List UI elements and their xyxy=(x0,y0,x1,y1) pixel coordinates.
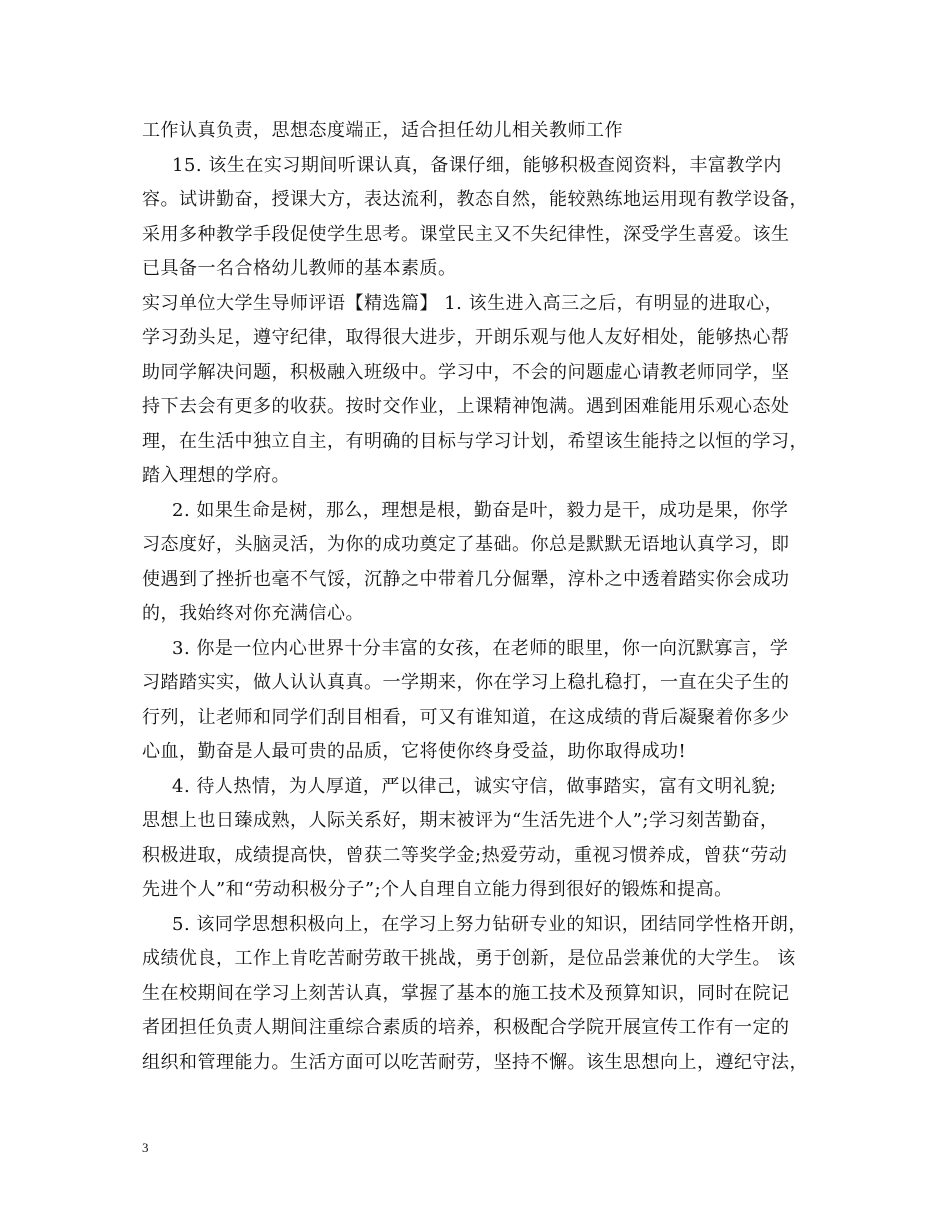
text-line: 成绩优良，工作上肯吃苦耐劳敢干挑战，勇于创新，是位品尝兼优的大学生。 该 xyxy=(142,948,796,969)
text-line: 行列，让老师和同学们刮目相看，可又有谁知道，在这成绩的背后凝聚着你多少 xyxy=(142,706,790,728)
text-line: 的，我始终对你充满信心。 xyxy=(142,603,364,624)
paragraph-start-15: 15. 该生在实习期间听课认真，备课仔细，能够积极查阅资料，丰富教学内 xyxy=(172,154,782,176)
text-line: 踏入理想的学府。 xyxy=(142,465,290,486)
text-line: 生在校期间在学习上刻苦认真，掌握了基本的施工技术及预算知识，同时在院记 xyxy=(142,982,790,1004)
text-line: 者团担任负责人期间注重综合素质的培养，积极配合学院开展宣传工作有一定的 xyxy=(142,1017,790,1038)
text-line: 采用多种教学手段促使学生思考。课堂民主又不失纪律性，深受学生喜爱。该生 xyxy=(142,223,790,245)
text-line: 心血，勤奋是人最可贵的品质，它将使你终身受益，助你取得成功! xyxy=(142,741,687,762)
text-line: 积极进取，成绩提高快，曾获二等奖学金;热爱劳动，重视习惯养成，曾获“劳动 xyxy=(142,844,788,866)
text-line: 组织和管理能力。生活方面可以吃苦耐劳，坚持不懈。该生思想向上，遵纪守法， xyxy=(142,1051,808,1073)
text-line: 思想上也日臻成熟，人际关系好，期末被评为“生活先进个人”;学习刻苦勤奋， xyxy=(142,810,779,831)
paragraph-start-3: 3. 你是一位内心世界十分丰富的女孩，在老师的眼里，你一向沉默寡言，学 xyxy=(172,637,789,659)
text-line: 持下去会有更多的收获。按时交作业，上课精神饱满。遇到困难能用乐观心态处 xyxy=(142,396,790,417)
section-heading-line: 实习单位大学生导师评语【精选篇】 1. 该生进入高三之后，有明显的进取心， xyxy=(142,292,784,314)
text-line: 习态度好，头脑灵活，为你的成功奠定了基础。你总是默默无语地认真学习，即 xyxy=(142,534,790,555)
paragraph-start-2: 2. 如果生命是树，那么，理想是根，勤奋是叶，毅力是干，成功是果，你学 xyxy=(172,499,789,521)
text-line: 使遇到了挫折也毫不气馁，沉静之中带着几分倔犟，淳朴之中透着踏实你会成功 xyxy=(142,568,790,590)
text-line: 习踏踏实实，做人认认真真。一学期来，你在学习上稳扎稳打，一直在尖子生的 xyxy=(142,672,790,693)
text-line: 理，在生活中独立自主，有明确的目标与学习计划，希望该生能持之以恒的学习， xyxy=(142,430,808,452)
text-line: 先进个人”和“劳动积极分子”;个人自理自立能力得到很好的锻炼和提高。 xyxy=(142,879,733,900)
page-number: 3 xyxy=(142,1140,149,1155)
text-line: 工作认真负责，思想态度端正，适合担任幼儿相关教师工作 xyxy=(142,120,623,141)
document-body xyxy=(142,114,827,1080)
text-line: 已具备一名合格幼儿教师的基本素质。 xyxy=(142,258,457,279)
paragraph-start-4: 4. 待人热情，为人厚道，严以律己，诚实守信，做事踏实，富有文明礼貌; xyxy=(172,775,777,797)
paragraph-start-5: 5. 该同学思想积极向上，在学习上努力钻研专业的知识，团结同学性格开朗， xyxy=(172,913,807,935)
text-line: 容。试讲勤奋，授课大方，表达流利，教态自然，能较熟练地运用现有教学设备， xyxy=(142,189,808,210)
text-line: 学习劲头足，遵守纪律，取得很大进步，开朗乐观与他人友好相处，能够热心帮 xyxy=(142,327,790,348)
text-line: 助同学解决问题，积极融入班级中。学习中，不会的问题虚心请教老师同学，坚 xyxy=(142,361,790,383)
